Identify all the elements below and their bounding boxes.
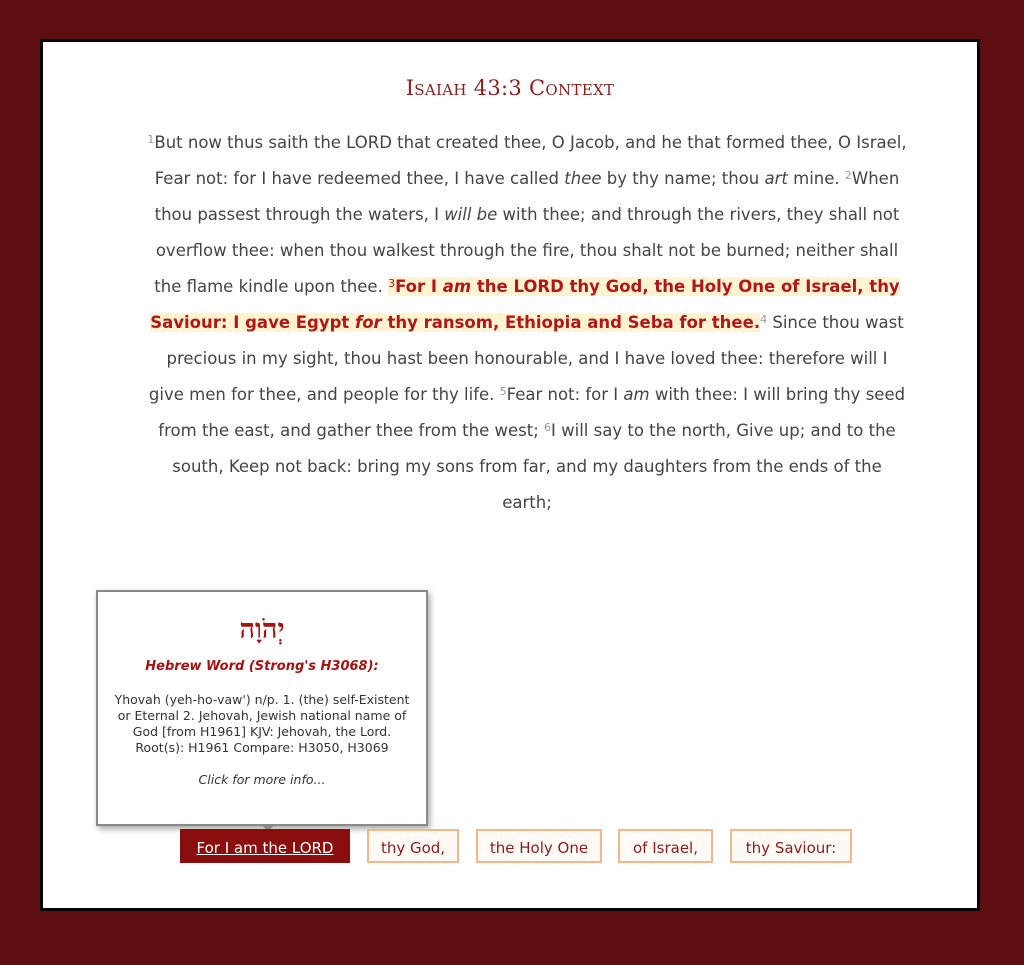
- more-info-link[interactable]: Click for more info...: [198, 772, 326, 787]
- verse-text: by thy name; thou: [601, 169, 765, 188]
- verse-text: the LORD thy God, the Holy One of Israel, thy Saviour: I gave Egypt: [150, 277, 900, 332]
- phrase-of-israel[interactable]: [618, 829, 713, 863]
- phrase-label: the Holy One: [489, 839, 589, 857]
- verse-number: 4: [760, 313, 768, 326]
- tooltip-heading: Hebrew Word (Strong's H3068):: [145, 659, 379, 674]
- verse-text: with thee: I will bring thy seed from the east, and gather thee from the west;: [158, 385, 906, 440]
- verse-number: 2: [844, 169, 852, 182]
- strongs-tooltip[interactable]: [96, 590, 428, 826]
- verse-number: 5: [499, 385, 507, 398]
- phrase-for-i-am-the-lord[interactable]: [180, 829, 350, 863]
- phrase-thy-god[interactable]: [367, 829, 459, 863]
- phrase-the-holy-one[interactable]: [476, 829, 602, 863]
- verse-text: with thee; and through the rivers, they shall not overflow thee: when thou walkest through the fire, thou shalt not be burned; neither shall the flame kindle upon thee.: [154, 205, 900, 296]
- verse-text: Fear not: for I: [506, 385, 624, 404]
- verse-text: will be: [444, 205, 498, 224]
- verse-text: art: [764, 169, 788, 188]
- passage-text: [147, 125, 907, 521]
- phrase-thy-saviour[interactable]: [730, 829, 852, 863]
- verse-text: For I: [395, 277, 443, 296]
- hebrew-word: יְהֹוָה: [239, 614, 285, 645]
- verse-text: for: [355, 313, 382, 332]
- verse-text: When thou passest through the waters, I: [154, 169, 900, 224]
- verse-number: 3: [388, 277, 396, 290]
- verse-text: But now thus saith the LORD that created thee, O Jacob, and he that formed thee, O Israel, Fear not: for I have redeemed thee, I have called: [154, 133, 907, 188]
- tooltip-definition: Yhovah (yeh-ho-vaw') n/p. 1. (the) self-Existent or Eternal 2. Jehovah, Jewish national name of God [from H1961] KJV: Jehovah, the Lord. Root(s): H1961 Compare: H3050, H3069: [114, 692, 410, 755]
- verse-text: am: [623, 385, 650, 404]
- verse-text: Since thou wast precious in my sight, thou hast been honourable, and I have loved thee: therefore will I give men for thee, and people for thy life.: [148, 313, 904, 404]
- verse-1[interactable]: [147, 133, 906, 188]
- verse-text: thy ransom, Ethiopia and Seba for thee.: [381, 313, 761, 332]
- verse-number: 6: [544, 421, 552, 434]
- phrase-label: For I am the LORD: [196, 839, 334, 857]
- phrase-label: thy God,: [380, 839, 446, 857]
- verse-text: am: [442, 277, 472, 296]
- verse-text: thee: [564, 169, 602, 188]
- verse-text: I will say to the north, Give up; and to the south, Keep not back: bring my sons from far, and my daughters from the ends of the earth;: [172, 421, 896, 512]
- verse-text: mine.: [787, 169, 845, 188]
- phrase-label: of Israel,: [633, 839, 698, 857]
- page-title: Isaiah 43:3 Context: [405, 76, 615, 100]
- phrase-label: thy Saviour:: [745, 839, 837, 857]
- verse-number: 1: [147, 133, 155, 146]
